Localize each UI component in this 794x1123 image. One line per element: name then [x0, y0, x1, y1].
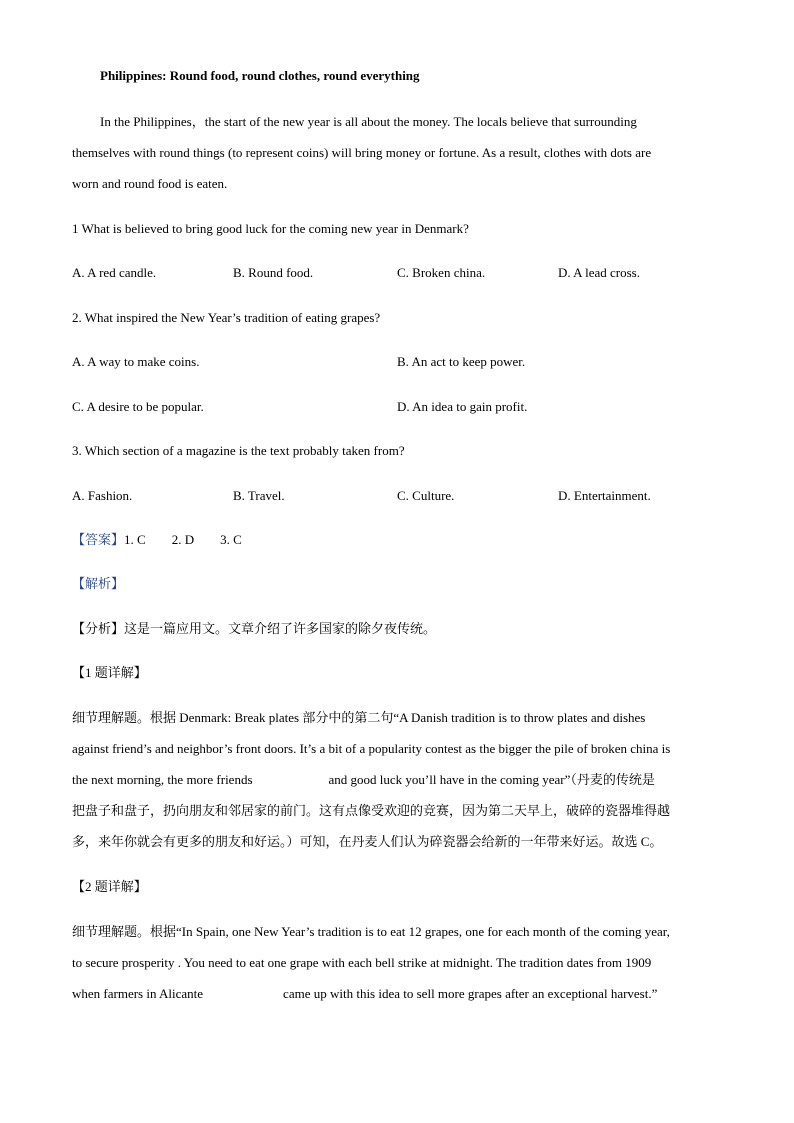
question-3-stem: 3. Which section of a magazine is the text probably taken from?: [72, 443, 405, 458]
passage-paragraph-line: worn and round food is eaten.: [72, 176, 228, 191]
analysis-heading: 【解析】: [72, 576, 125, 591]
question-2-option-a: A. A way to make coins.: [72, 354, 200, 369]
passage-paragraph-line: In the Philippines，the start of the new year is all about the money. The locals believe that surrounding: [100, 114, 637, 129]
q2-detail-text: when farmers in Alicante: [72, 986, 204, 1001]
q1-detail-text: the next morning, the more friends: [72, 772, 253, 787]
question-1-stem: 1 What is believed to bring good luck for the coming new year in Denmark?: [72, 221, 469, 236]
analysis-summary-label: 【分析】: [72, 621, 125, 636]
answer-line: [72, 532, 242, 548]
question-2-option-d: D. An idea to gain profit.: [397, 399, 528, 414]
answer-item: 2. D: [171, 532, 195, 547]
question-3-option-b: B. Travel.: [233, 488, 285, 503]
q1-detail-text: and good luck you’ll have in the coming year”（丹麦的传统是: [328, 772, 655, 787]
question-1-option-d: D. A lead cross.: [558, 265, 640, 280]
q1-detail-line: [72, 772, 655, 788]
analysis-summary: [72, 621, 436, 637]
question-2-option-b: B. An act to keep power.: [397, 354, 526, 369]
q1-detail-line: 细节理解题。根据 Denmark: Break plates 部分中的第二句“A Danish tradition is to throw plates and dishes: [72, 710, 646, 725]
analysis-summary-text: 这是一篇应用文。文章介绍了许多国家的除夕夜传统。: [124, 621, 437, 636]
q1-detail-line: 把盘子和盘子，扔向朋友和邻居家的前门。这有点像受欢迎的竞赛，因为第二天早上，破碎的瓷器堆得越: [72, 803, 671, 818]
q2-detail-heading: 【2 题详解】: [72, 879, 147, 894]
question-3-option-c: C. Culture.: [397, 488, 455, 503]
q2-detail-line: [72, 986, 657, 1002]
q1-detail-line: 多，来年你就会有更多的朋友和好运。）可知，在丹麦人们认为碎瓷器会给新的一年带来好运。故选 C。: [72, 834, 663, 849]
passage-heading: Philippines: Round food, round clothes, round everything: [100, 68, 420, 83]
question-2-option-c: C. A desire to be popular.: [72, 399, 204, 414]
question-2-stem: 2. What inspired the New Year’s tradition of eating grapes?: [72, 310, 381, 325]
passage-paragraph-line: themselves with round things (to represent coins) will bring money or fortune. As a result, clothes with dots are: [72, 145, 652, 160]
q1-detail-heading: 【1 题详解】: [72, 665, 147, 680]
q2-detail-line: to secure prosperity . You need to eat one grape with each bell strike at midnight. The tradition dates from 1909: [72, 955, 652, 970]
question-3-option-a: A. Fashion.: [72, 488, 133, 503]
answer-label: 【答案】: [72, 532, 125, 547]
answer-item: 1. C: [124, 532, 146, 547]
question-1-option-b: B. Round food.: [233, 265, 314, 280]
answer-item: 3. C: [220, 532, 242, 547]
q2-detail-line: 细节理解题。根据“In Spain, one New Year’s tradition is to eat 12 grapes, one for each month of the coming year,: [72, 924, 670, 939]
question-3-option-d: D. Entertainment.: [558, 488, 651, 503]
q2-detail-text: came up with this idea to sell more grapes after an exceptional harvest.”: [283, 986, 658, 1001]
question-1-option-a: A. A red candle.: [72, 265, 157, 280]
q1-detail-line: against friend’s and neighbor’s front doors. It’s a bit of a popularity contest as the bigger the pile of broken china is: [72, 741, 671, 756]
question-1-option-c: C. Broken china.: [397, 265, 486, 280]
